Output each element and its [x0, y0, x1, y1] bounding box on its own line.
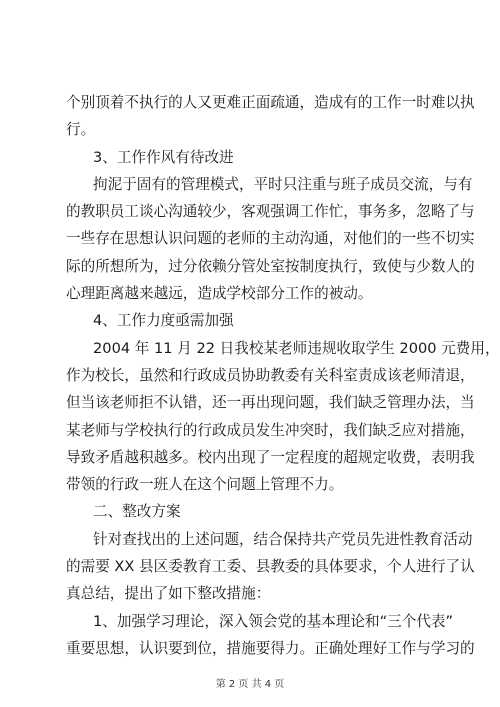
page-number-footer: 第 2 页 共 4 页 [215, 679, 285, 690]
section-heading: 4、工作力度亟需加强 [93, 312, 234, 330]
body-line: 心理距离越来越远，造成学校部分工作的被动。 [66, 285, 373, 303]
body-line: 际的所想所为，过分依赖分管处室按制度执行，致使与少数人的 [66, 257, 475, 275]
paragraph-first-line: 拘泥于固有的管理模式，平时只注重与班子成员交流，与有 [93, 175, 473, 193]
section-heading: 3、工作作风有待改进 [93, 148, 234, 166]
body-line: 某老师与学校执行的行政成员发生冲突时，我们缺乏应对措施， [66, 421, 475, 439]
body-line: 真总结，提出了如下整改措施： [66, 585, 271, 603]
body-line: 的需要 XX 县区委教育工委、县教委的具体要求，个人进行了认 [66, 558, 475, 576]
paragraph-first-line: 1、加强学习理论，深入领会党的基本理论和“三个代表” [93, 612, 454, 630]
body-line: 的教职员工谈心沟通较少，客观强调工作忙，事务多，忽略了与 [66, 203, 475, 221]
body-line: 作为校长，虽然和行政成员协助教委有关科室责成该老师清退， [66, 366, 475, 384]
document-body [66, 89, 500, 662]
body-line: 一些存在思想认识问题的老师的主动沟通，对他们的一些不切实 [66, 230, 475, 248]
body-line: 但当该老师拒不认错，还一再出现问题，我们缺乏管理办法，当 [66, 394, 475, 412]
paragraph-first-line: 2004 年 11 月 22 日我校某老师违规收取学生 2000 元费用， [93, 339, 500, 357]
body-line: 带领的行政一班人在这个问题上管理不力。 [66, 476, 344, 494]
paragraph-first-line: 针对查找出的上述问题，结合保持共产党员先进性教育活动 [93, 530, 473, 548]
body-line: 个别顶着不执行的人又更难正面疏通，造成有的工作一时难以执 [66, 94, 475, 111]
body-line: 重要思想，认识要到位，措施要得力。正确处理好工作与学习的 [66, 639, 475, 657]
section-heading: 二、整改方案 [93, 503, 181, 521]
body-line: 行。 [66, 121, 96, 139]
body-line: 导致矛盾越积越多。校内出现了一定程度的超规定收费，表明我 [66, 448, 475, 466]
